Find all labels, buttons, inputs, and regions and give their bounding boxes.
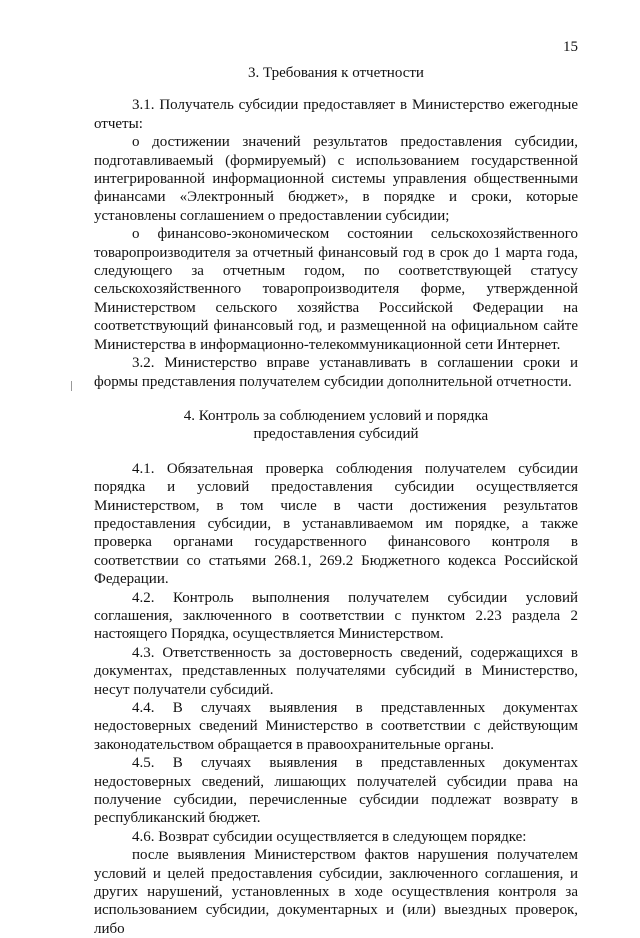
margin-mark — [71, 381, 72, 391]
page-number: 15 — [563, 39, 578, 55]
paragraph-4-5: 4.5. В случаях выявления в представленных документах недостоверных сведений, лишающих получателей субсидии права на получение субсидии, перечисленные субсидии подлежат возврату в республиканский бюджет. — [94, 755, 578, 827]
section-4-heading-line-1: 4. Контроль за соблюдением условий и порядка — [183, 407, 489, 424]
paragraph-4-3: 4.3. Ответственность за достоверность сведений, содержащихся в документах, представленных получателями субсидий в Министерство, несут получатели субсидий. — [94, 644, 578, 698]
paragraph-4-6-item-1: после выявления Министерством фактов нарушения получателем условий и целей предоставления субсидии, заключенного соглашения, и других нарушений, установленных в ходе осуществления контроля за использованием субсидии, документарных и (или) выездных проверок, либо — [94, 847, 578, 937]
section-3-heading: 3. Требования к отчетности — [248, 65, 424, 81]
paragraph-3-1-item-2: о финансово-экономическом состоянии сельскохозяйственного товаропроизводителя за отчетный финансовый год в срок до 1 марта года, следующего за отчетным годом, по соответствующей статусу сельскохозяйственного товаропроизводителя форме, утвержденной Министерством сельского хозяйства Российской Федерации на соответствующий финансовый год, и размещенной на официальном сайте Министерства в информационно-телекоммуникационной сети Интернет. — [94, 226, 578, 353]
paragraph-3-2: 3.2. Министерство вправе устанавливать в соглашении сроки и формы представления получателем субсидии дополнительной отчетности. — [94, 355, 578, 390]
paragraph-4-1: 4.1. Обязательная проверка соблюдения получателем субсидии порядка и условий предоставления субсидии осуществляется Министерством, в том числе в части достижения результатов предоставления субсидии, в устанавливаемом им порядке, а также проверка органами государственного финансового контроля в соответствии со статьями 268.1, 269.2 Бюджетного кодекса Российской Федерации. — [94, 460, 578, 588]
document-body — [94, 64, 578, 938]
paragraph-4-6: 4.6. Возврат субсидии осуществляется в следующем порядке: — [132, 828, 527, 845]
paragraph-4-4: 4.4. В случаях выявления в представленных документах недостоверных сведений Министерство в соответствии с действующим законодательством обращается в правоохранительные органы. — [94, 700, 578, 753]
paragraph-4-2: 4.2. Контроль выполнения получателем субсидии условий соглашения, заключенного в соответствии с пунктом 2.23 раздела 2 настоящего Порядка, осуществляется Министерством. — [94, 589, 578, 643]
paragraph-3-1-item-1: о достижении значений результатов предоставления субсидии, подготавливаемый (формируемый) с использованием государственной интегрированной информационной системы управления общественными финансами «Электронный бюджет», в порядке и сроки, которые установлены соглашением о предоставлении субсидии; — [94, 134, 578, 224]
paragraph-3-1: 3.1. Получатель субсидии предоставляет в Министерство ежегодные отчеты: — [94, 97, 578, 132]
section-4-heading-line-2: предоставления субсидий — [253, 426, 419, 443]
section-4-heading — [94, 407, 578, 444]
